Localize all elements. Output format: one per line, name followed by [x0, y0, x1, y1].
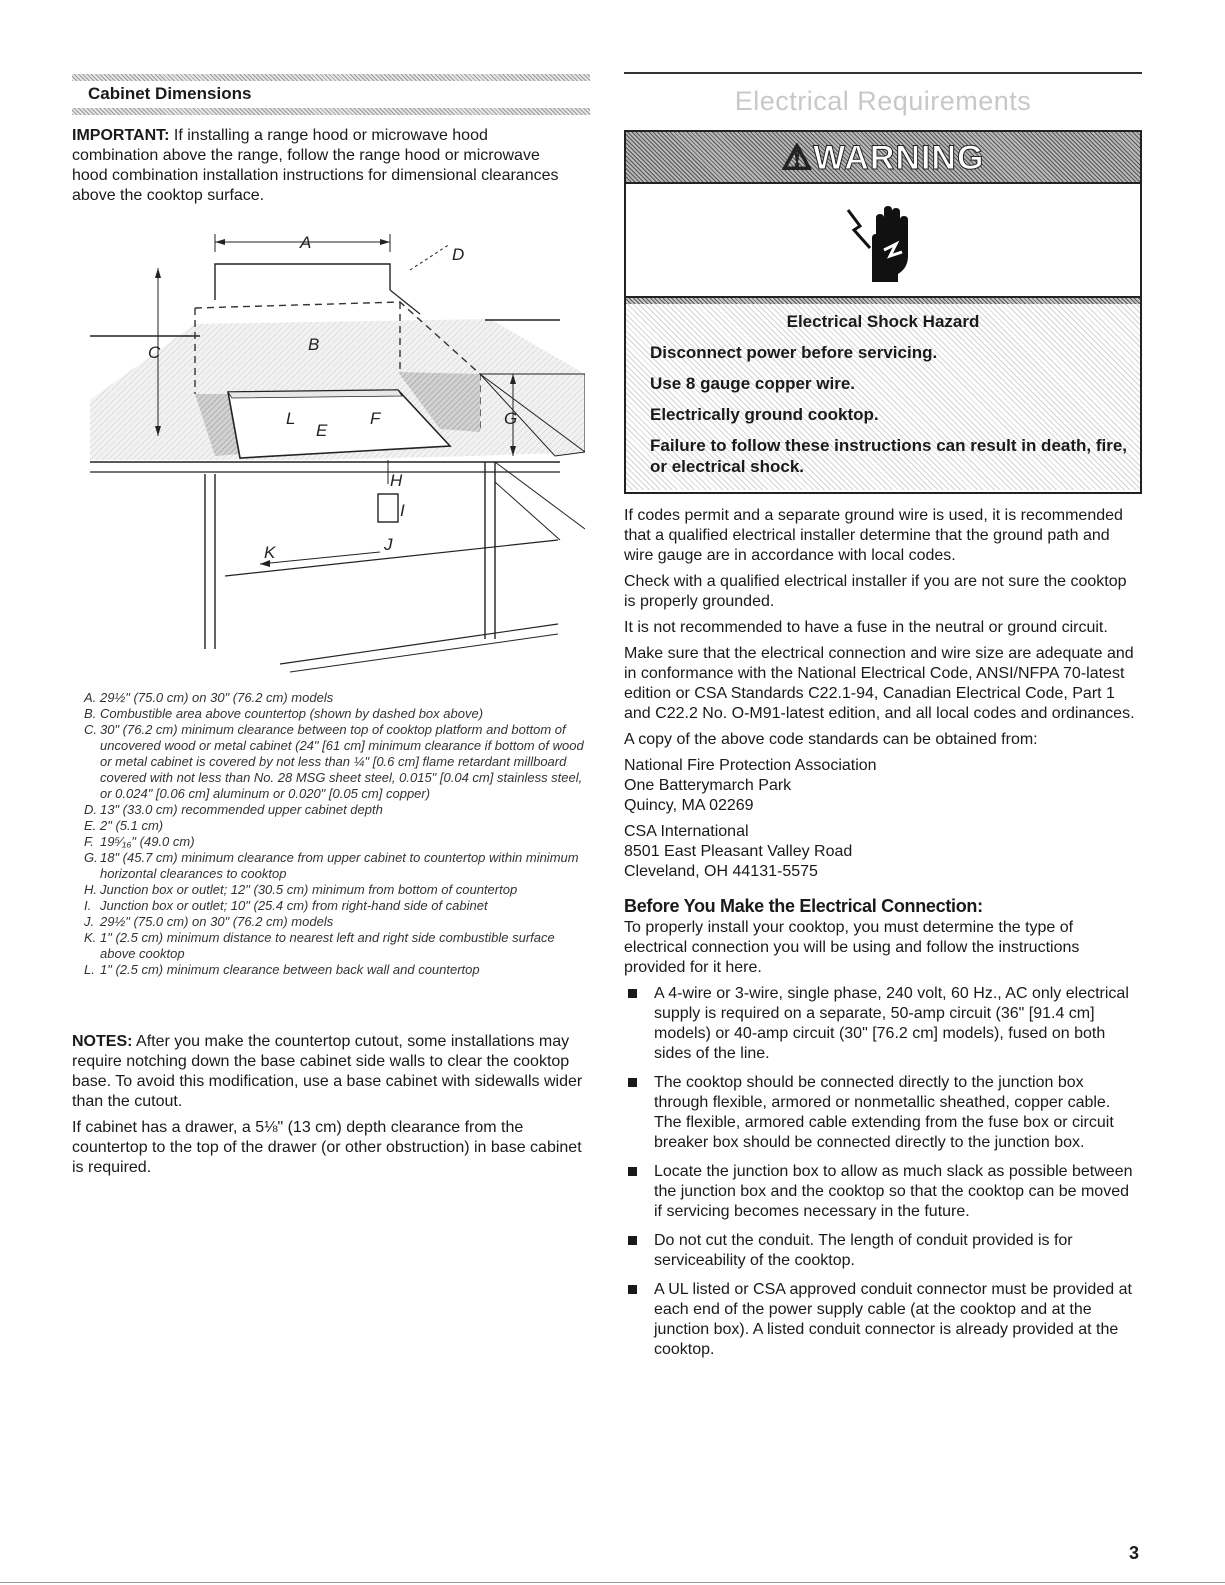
list-item — [624, 1162, 1139, 1222]
legend-text: Junction box or outlet; 12" (30.5 cm) minimum from bottom of countertop — [100, 882, 518, 897]
legend-letter: A. — [84, 690, 97, 705]
legend-text: 29½" (75.0 cm) on 30" (76.2 cm) models — [100, 914, 334, 929]
label-b: B — [308, 335, 320, 354]
legend-text: Junction box or outlet; 10" (25.4 cm) from right-hand side of cabinet — [100, 898, 488, 913]
legend-item — [84, 690, 584, 706]
paragraph: A copy of the above code standards can be obtained from: — [624, 731, 1038, 748]
junction-box — [378, 494, 398, 522]
important-text: If installing a range hood or microwave hood combination above the range, follow the range hood or microwave hood combination installation instructions for dimensional clearances above the cooktop surface. — [72, 127, 559, 204]
header-rule-top — [72, 74, 590, 81]
legend-text: 1" (2.5 cm) minimum clearance between back wall and countertop — [100, 962, 480, 977]
bullet-square-icon — [628, 1078, 637, 1087]
legend-item — [84, 722, 584, 802]
label-l: L — [286, 409, 296, 428]
address-line: Quincy, MA 02269 — [624, 797, 754, 814]
hazard-title: Electrical Shock Hazard — [786, 312, 980, 331]
legend-letter: K. — [84, 930, 97, 945]
legend-text: 13" (33.0 cm) recommended upper cabinet depth — [100, 802, 383, 817]
legend-text: 29½" (75.0 cm) on 30" (76.2 cm) models — [100, 690, 334, 705]
legend-item — [84, 882, 584, 898]
page-bottom-rule — [0, 1582, 1225, 1583]
label-h: H — [390, 471, 403, 490]
legend-letter: D. — [84, 802, 97, 817]
label-j: J — [384, 535, 393, 554]
cabinet-dimensions-diagram — [80, 224, 585, 679]
notes-section — [72, 1032, 587, 1184]
requirements-list — [624, 984, 1139, 1360]
paragraph: Check with a qualified electrical installer if you are not sure the cooktop is properly grounded. — [624, 573, 1127, 610]
legend-letter: H. — [84, 882, 97, 897]
legend-text: Combustible area above countertop (shown by dashed box above) — [100, 706, 484, 721]
electric-shock-hand-icon — [844, 190, 924, 290]
label-a: A — [300, 233, 312, 252]
label-i: I — [400, 501, 405, 520]
label-k: K — [264, 543, 276, 562]
bullet-square-icon — [628, 1285, 637, 1294]
label-c: C — [148, 343, 161, 362]
legend-letter: E. — [84, 818, 97, 833]
list-item-text: Locate the junction box to allow as much slack as possible between the junction box and the cooktop so that the cooktop can be moved if servicing becomes necessary in the future. — [654, 1163, 1133, 1220]
legend-text: 1" (2.5 cm) minimum distance to nearest left and right side combustible surface above cooktop — [100, 930, 555, 961]
paragraph: Make sure that the electrical connection and wire size are adequate and in conformance with the National Electrical Code, ANSI/NFPA 70-latest edition or CSA Standards C22.1-94, Canadian Electrical Code, Part 1 and C22.2 No. O-M91-latest edition, and all local codes and ordinances. — [624, 645, 1135, 722]
bullet-square-icon — [628, 989, 637, 998]
important-paragraph — [72, 126, 572, 206]
label-g: G — [504, 409, 518, 428]
legend-letter: F. — [84, 834, 94, 849]
legend-item — [84, 914, 584, 930]
notes-text: After you make the countertop cutout, some installations may require notching down the base cabinet side walls to clear the cooktop base. To avoid this modification, use a base cabinet with sidewalls wider than the cutout. — [72, 1033, 583, 1110]
legend-item — [84, 962, 584, 978]
list-item — [624, 1073, 1139, 1153]
warning-separator — [626, 296, 1140, 304]
legend-item — [84, 706, 584, 722]
csa-address — [624, 822, 1139, 882]
warning-word: ⚠WARNING — [781, 139, 985, 177]
legend-text: 30" (76.2 cm) minimum clearance between top of cooktop platform and bottom of uncovered wood or metal cabinet (24" [61 cm] minimum clearance if bottom of wood or metal cabinet is covered by not less than ¼" [0.6 cm] flame retardant millboard covered with not less than No. 28 MSG sheet steel, 0.015" [0.04 cm] stainless steel, or 0.024" [0.06 cm] aluminum or 0.020" [0.05 cm] copper) — [100, 722, 584, 801]
legend-item — [84, 898, 584, 914]
paragraph: If codes permit and a separate ground wire is used, it is recommended that a qualified electrical installer determine that the ground path and wire gauge are in accordance with local codes. — [624, 507, 1123, 564]
list-item-text: A 4-wire or 3-wire, single phase, 240 volt, 60 Hz., AC only electrical supply is required on a separate, 50-amp circuit (36" [91.4 cm] models) or 40-amp circuit (30" [76.2 cm] models), fused on both sides of the line. — [654, 985, 1129, 1062]
nfpa-address — [624, 756, 1139, 816]
legend-letter: G. — [84, 850, 98, 865]
label-e: E — [316, 421, 328, 440]
list-item — [624, 984, 1139, 1064]
notes-lead: NOTES: — [72, 1033, 133, 1050]
legend-item — [84, 850, 584, 882]
section-rule — [624, 72, 1142, 74]
address-line: CSA International — [624, 823, 749, 840]
drawer-paragraph: If cabinet has a drawer, a 5⅛" (13 cm) depth clearance from the countertop to the top of the drawer (or other obstruction) in base cabinet is required. — [72, 1119, 582, 1176]
label-f: F — [370, 409, 381, 428]
list-item — [624, 1280, 1139, 1360]
important-lead: IMPORTANT: — [72, 127, 170, 144]
legend-letter: B. — [84, 706, 97, 721]
legend-text: 19⁵⁄₁₆" (49.0 cm) — [100, 834, 195, 849]
electrical-requirements-heading: Electrical Requirements — [734, 86, 1032, 116]
list-item-text: Do not cut the conduit. The length of conduit provided is for serviceability of the cooktop. — [654, 1232, 1073, 1269]
warning-line: Electrically ground cooktop. — [650, 405, 879, 424]
electrical-body — [624, 506, 1139, 1369]
page-number: 3 — [1129, 1543, 1140, 1563]
legend-text: 2" (5.1 cm) — [100, 818, 164, 833]
address-line: One Batterymarch Park — [624, 777, 792, 794]
before-connection-text: To properly install your cooktop, you must determine the type of electrical connection you will be using and follow the instructions provided for it here. — [624, 919, 1080, 976]
warning-line: Disconnect power before servicing. — [650, 343, 938, 362]
warning-box — [624, 130, 1142, 494]
warning-line: Use 8 gauge copper wire. — [650, 374, 856, 393]
warning-header — [626, 132, 1140, 184]
cabinet-dimensions-heading: Cabinet Dimensions — [88, 84, 252, 103]
legend-item — [84, 802, 584, 818]
figure-legend — [84, 690, 584, 978]
address-line: Cleveland, OH 44131-5575 — [624, 863, 818, 880]
address-line: National Fire Protection Association — [624, 757, 877, 774]
legend-letter: J. — [84, 914, 95, 929]
list-item — [624, 1231, 1139, 1271]
legend-item — [84, 818, 584, 834]
before-connection-heading: Before You Make the Electrical Connection: — [624, 896, 983, 916]
notes-paragraph — [72, 1032, 587, 1112]
warning-line: Failure to follow these instructions can result in death, fire, or electrical shock. — [650, 436, 1128, 476]
warning-body — [626, 304, 1140, 490]
cabinet-dimensions-header — [72, 74, 592, 116]
list-item-text: A UL listed or CSA approved conduit connector must be provided at each end of the power supply cable (at the cooktop and at the junction box). A listed conduit connector is already provided at the cooktop. — [654, 1281, 1132, 1358]
paragraph: It is not recommended to have a fuse in the neutral or ground circuit. — [624, 619, 1108, 636]
label-d: D — [452, 245, 465, 264]
legend-text: 18" (45.7 cm) minimum clearance from upper cabinet to countertop within minimum horizontal clearances to cooktop — [100, 850, 579, 881]
upper-cabinet-outline — [215, 264, 390, 300]
address-line: 8501 East Pleasant Valley Road — [624, 843, 853, 860]
list-item-text: The cooktop should be connected directly to the junction box through flexible, armored or nonmetallic sheathed, copper cable. The flexible, armored cable extending from the fuse box or circuit breaker box should be connected directly to the junction box. — [654, 1074, 1114, 1151]
legend-letter: C. — [84, 722, 97, 737]
bullet-square-icon — [628, 1167, 637, 1176]
legend-item — [84, 930, 584, 962]
bullet-square-icon — [628, 1236, 637, 1245]
legend-item — [84, 834, 584, 850]
header-rule-bottom — [72, 108, 590, 115]
legend-letter: L. — [84, 962, 95, 977]
legend-letter: I. — [84, 898, 92, 913]
